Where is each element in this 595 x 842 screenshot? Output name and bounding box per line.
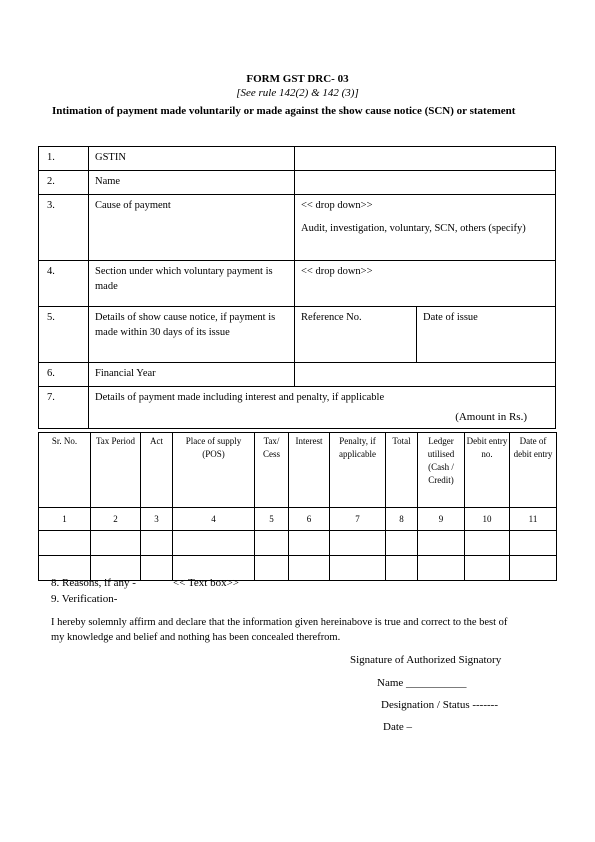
- amount-note: (Amount in Rs.): [455, 411, 527, 423]
- table-cell[interactable]: [330, 556, 386, 581]
- row-scn-details: [39, 307, 556, 363]
- row-number: 3.: [39, 195, 89, 261]
- row-number: 4.: [39, 261, 89, 307]
- row-name: [39, 171, 556, 195]
- column-header: Total: [386, 433, 418, 508]
- payment-table: [38, 432, 557, 581]
- form-title: FORM GST DRC- 03: [246, 73, 349, 85]
- reasons-label: 8. Reasons, if any -: [51, 577, 136, 589]
- table-cell[interactable]: [510, 531, 557, 556]
- verification-label: 9. Verification-: [51, 593, 118, 605]
- table-cell[interactable]: [386, 531, 418, 556]
- table-cell[interactable]: [418, 531, 465, 556]
- column-index-row: [39, 508, 557, 531]
- column-header: Act: [141, 433, 173, 508]
- column-index: 11: [510, 508, 557, 531]
- row-gstin: [39, 147, 556, 171]
- column-header: Ledger utilised (Cash / Credit): [418, 433, 465, 508]
- table-cell[interactable]: [289, 531, 330, 556]
- reasons-text-box[interactable]: << Text box>>: [173, 577, 240, 589]
- column-index: 2: [91, 508, 141, 531]
- field-label: GSTIN: [89, 147, 295, 171]
- column-index: 5: [255, 508, 289, 531]
- table-cell[interactable]: [418, 556, 465, 581]
- table-cell[interactable]: [91, 531, 141, 556]
- row-payment-details: [39, 387, 556, 429]
- column-header: Penalty, if applicable: [330, 433, 386, 508]
- column-index: 7: [330, 508, 386, 531]
- field-label: Details of payment made including interest and penalty, if applicable: [95, 392, 385, 403]
- verification-text: I hereby solemnly affirm and declare that the information given hereinabove is true and correct to the best of my knowledge and belief and nothing has been concealed therefrom.: [51, 617, 508, 643]
- column-index: 10: [465, 508, 510, 531]
- table-cell[interactable]: [465, 531, 510, 556]
- column-index: 6: [289, 508, 330, 531]
- financial-year-field[interactable]: [295, 363, 556, 387]
- row-number: 5.: [39, 307, 89, 363]
- date-of-issue-field[interactable]: Date of issue: [417, 307, 556, 363]
- table-cell[interactable]: [255, 531, 289, 556]
- row-number: 7.: [39, 387, 89, 429]
- table-cell[interactable]: [510, 556, 557, 581]
- column-index: 3: [141, 508, 173, 531]
- column-index: 8: [386, 508, 418, 531]
- row-number: 6.: [39, 363, 89, 387]
- column-header: Date of debit entry: [510, 433, 557, 508]
- dropdown-placeholder: << drop down>>: [301, 200, 373, 211]
- field-label: Financial Year: [89, 363, 295, 387]
- row-cause: [39, 195, 556, 261]
- details-table: [38, 146, 556, 429]
- signature-label: Signature of Authorized Signatory: [350, 654, 502, 666]
- table-cell[interactable]: [141, 531, 173, 556]
- dropdown-placeholder: << drop down>>: [301, 266, 373, 277]
- table-cell[interactable]: [330, 531, 386, 556]
- column-index: 9: [418, 508, 465, 531]
- cause-of-payment-dropdown[interactable]: [295, 195, 556, 261]
- column-header: Sr. No.: [39, 433, 91, 508]
- table-cell[interactable]: [465, 556, 510, 581]
- field-label: Details of show cause notice, if payment is made within 30 days of its issue: [89, 307, 295, 363]
- signatory-name: Name ___________: [377, 677, 467, 689]
- dropdown-options: Audit, investigation, voluntary, SCN, others (specify): [301, 223, 526, 234]
- column-header: Place of supply (POS): [173, 433, 255, 508]
- table-row: [39, 531, 557, 556]
- table-cell[interactable]: [141, 556, 173, 581]
- table-cell[interactable]: [386, 556, 418, 581]
- table-cell[interactable]: [289, 556, 330, 581]
- name-field[interactable]: [295, 171, 556, 195]
- column-index: 4: [173, 508, 255, 531]
- field-label: Section under which voluntary payment is made: [89, 261, 295, 307]
- form-rule-reference: [See rule 142(2) & 142 (3)]: [236, 87, 359, 99]
- table-cell[interactable]: [255, 556, 289, 581]
- table-cell[interactable]: [39, 531, 91, 556]
- field-label: Name: [89, 171, 295, 195]
- table-cell[interactable]: [173, 531, 255, 556]
- payment-details-cell: [89, 387, 556, 429]
- column-header: Tax Period: [91, 433, 141, 508]
- row-number: 1.: [39, 147, 89, 171]
- column-header: Interest: [289, 433, 330, 508]
- row-financial-year: [39, 363, 556, 387]
- column-index: 1: [39, 508, 91, 531]
- signatory-designation: Designation / Status -------: [381, 699, 498, 711]
- reference-no-field[interactable]: Reference No.: [295, 307, 417, 363]
- section-dropdown[interactable]: [295, 261, 556, 307]
- form-heading: Intimation of payment made voluntarily or made against the show cause notice (SCN) or statement: [52, 105, 516, 117]
- row-number: 2.: [39, 171, 89, 195]
- row-section: [39, 261, 556, 307]
- gstin-field[interactable]: [295, 147, 556, 171]
- column-header: Tax/ Cess: [255, 433, 289, 508]
- field-label: Cause of payment: [89, 195, 295, 261]
- signature-date: Date –: [383, 721, 413, 733]
- column-header: Debit entry no.: [465, 433, 510, 508]
- payment-table-header: [39, 433, 557, 508]
